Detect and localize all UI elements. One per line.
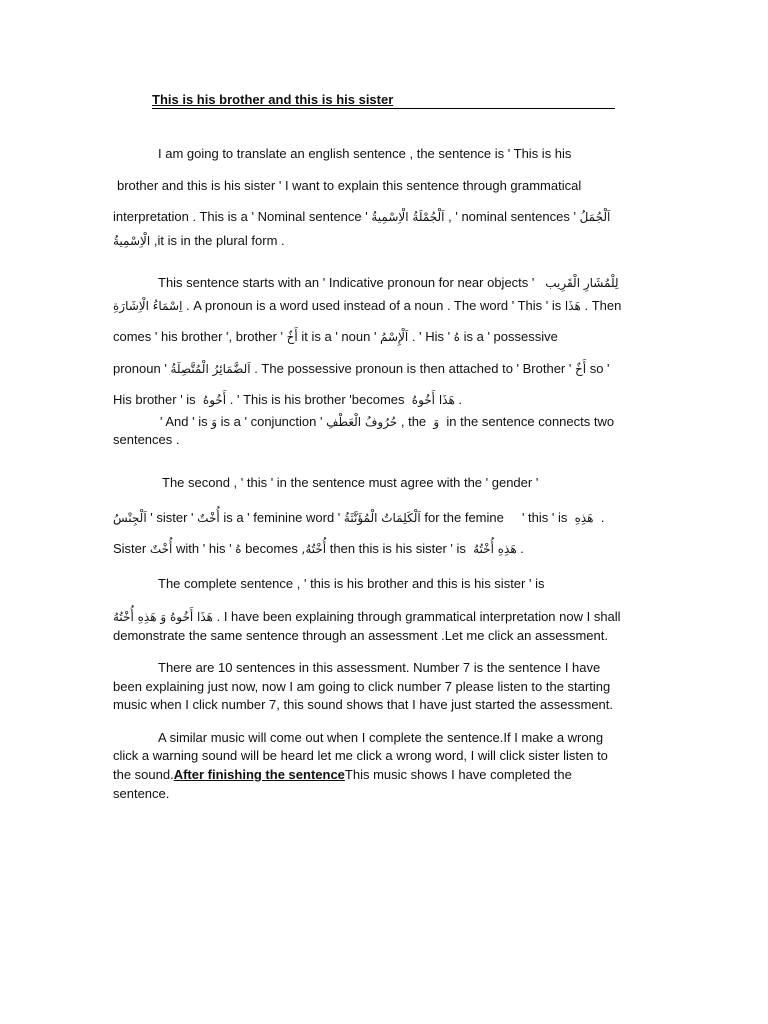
text-line: The complete sentence , ' this is his brother and this is his sister ' is bbox=[158, 576, 545, 591]
text-segment: the sound. bbox=[113, 767, 174, 782]
text-line: brother and this is his sister ' I want to explain this sentence through grammatical bbox=[117, 178, 582, 193]
text-line bbox=[113, 392, 462, 408]
text-line: sentences . bbox=[113, 432, 180, 447]
arabic-term: أَخٌ bbox=[286, 330, 298, 344]
text-segment: . bbox=[600, 510, 605, 525]
text-segment: . The possessive pronoun is then attached to ' Brother ' bbox=[254, 361, 572, 376]
text-segment: is a ' feminine word ' bbox=[223, 510, 341, 525]
title-underline bbox=[152, 108, 615, 109]
text-line bbox=[113, 361, 610, 377]
text-line bbox=[160, 414, 614, 430]
arabic-term: اَلْكَلِمَاتُ الْمُؤَنَّثَةُ bbox=[343, 511, 421, 525]
text-segment: is a ' possessive bbox=[463, 329, 558, 344]
text-segment: pronoun ' bbox=[113, 361, 167, 376]
arabic-term: هُ bbox=[235, 542, 242, 556]
text-segment: . A pronoun is a word used instead of a noun . The word ' This ' is bbox=[186, 298, 562, 313]
text-line bbox=[113, 329, 558, 345]
text-line bbox=[113, 767, 572, 783]
arabic-term: أُخْتٌ bbox=[149, 542, 173, 556]
arabic-term: هَذَا أَخُوهُ وَ هَذِهِ أُخْتُهُ bbox=[113, 610, 213, 624]
text-segment: it is a ' noun ' bbox=[301, 329, 377, 344]
text-segment: . ' This is his brother 'becomes bbox=[229, 392, 405, 407]
text-segment: His brother ' is bbox=[113, 392, 196, 407]
text-line: sentence. bbox=[113, 786, 170, 801]
text-segment: then this is his sister ' is bbox=[329, 541, 466, 556]
text-line bbox=[113, 541, 524, 557]
text-line: I am going to translate an english sentence , the sentence is ' This is his bbox=[158, 146, 572, 161]
text-line: click a warning sound will be heard let me click a wrong word, I will click sister listen to bbox=[113, 748, 608, 763]
arabic-term: أُخْتُهُ, bbox=[301, 542, 327, 556]
arabic-term: اَلْجِنْسُ bbox=[113, 511, 147, 525]
text-segment: , ' nominal sentences ' bbox=[448, 209, 576, 224]
text-segment: becomes bbox=[245, 541, 298, 556]
arabic-term: أُخْتٌ bbox=[197, 511, 220, 525]
text-segment: interpretation . This is a ' Nominal sentence ' bbox=[113, 209, 368, 224]
arabic-term: اَلضَّمَائِرُ الْمُتَّصِلَةُ bbox=[170, 362, 251, 376]
text-line bbox=[158, 275, 619, 291]
text-line: The second , ' this ' in the sentence must agree with the ' gender ' bbox=[162, 475, 539, 490]
text-segment: with ' his ' bbox=[176, 541, 232, 556]
text-line: A similar music will come out when I complete the sentence.If I make a wrong bbox=[158, 730, 604, 745]
arabic-term: هَذِهِ bbox=[574, 511, 594, 525]
arabic-term: اَلْجُمَلُ bbox=[579, 210, 611, 224]
arabic-term: هَذِهِ أُخْتُهُ bbox=[473, 542, 517, 556]
text-line: There are 10 sentences in this assessment. Number 7 is the sentence I have bbox=[158, 660, 601, 675]
arabic-term: وَ bbox=[211, 415, 218, 429]
text-segment: ' this ' is bbox=[521, 510, 568, 525]
text-segment: . Then bbox=[584, 298, 622, 313]
text-line bbox=[113, 510, 604, 526]
arabic-term: أَخٌ bbox=[574, 362, 587, 376]
text-segment: . ' His ' bbox=[411, 329, 451, 344]
text-segment: This music shows I have completed the bbox=[344, 767, 572, 782]
text-segment: . bbox=[520, 541, 524, 556]
arabic-term: حُرُوفُ الْعَطْفِ bbox=[326, 415, 398, 429]
arabic-term: وَ bbox=[433, 415, 440, 429]
text-line bbox=[113, 209, 610, 225]
arabic-term: هُ bbox=[453, 330, 460, 344]
text-segment: . bbox=[458, 392, 463, 407]
arabic-term: الْاِسْمِيةُ bbox=[113, 234, 151, 248]
text-segment: so ' bbox=[589, 361, 610, 376]
text-segment: for the femine bbox=[424, 510, 504, 525]
arabic-term: اَلْإِسْمُ bbox=[380, 330, 409, 344]
arabic-term: اَلْجُمْلَةُ الْاِسْمِيةُ bbox=[371, 210, 445, 224]
text-segment: in the sentence connects two bbox=[446, 414, 615, 429]
arabic-term: هَذَا أَخُوهُ bbox=[411, 393, 455, 407]
text-line: demonstrate the same sentence through an assessment .Let me click an assessment. bbox=[113, 628, 608, 643]
text-line bbox=[113, 233, 285, 249]
text-segment: comes ' his brother ', brother ' bbox=[113, 329, 284, 344]
text-line bbox=[113, 298, 621, 314]
text-segment: Sister bbox=[113, 541, 147, 556]
text-line bbox=[113, 609, 621, 625]
text-segment: ,it is in the plural form . bbox=[153, 233, 285, 248]
text-segment: . I have been explaining through grammatical interpretation now I shall bbox=[216, 609, 621, 624]
text-segment: ' And ' is bbox=[160, 414, 208, 429]
document-title: This is his brother and this is his sister bbox=[152, 92, 394, 107]
text-segment: , the bbox=[400, 414, 427, 429]
arabic-term: اِسْمَاءُ الْاِشَارَةِ bbox=[113, 299, 183, 313]
text-line: been explaining just now, now I am going to click number 7 please listen to the starting bbox=[113, 679, 611, 694]
text-line: music when I click number 7, this sound shows that I have just started the assessment. bbox=[113, 697, 614, 712]
arabic-term: أَخُوهُ bbox=[202, 393, 227, 407]
text-segment: This sentence starts with an ' Indicative pronoun for near objects ' bbox=[158, 275, 535, 290]
text-segment: ' sister ' bbox=[150, 510, 194, 525]
arabic-term: هَذَا bbox=[564, 299, 581, 313]
arabic-term: لِلْمُشَارِ الْقَرِيب bbox=[545, 276, 619, 290]
text-segment: is a ' conjunction ' bbox=[220, 414, 323, 429]
emphasized-text: After finishing the sentence bbox=[173, 767, 345, 782]
